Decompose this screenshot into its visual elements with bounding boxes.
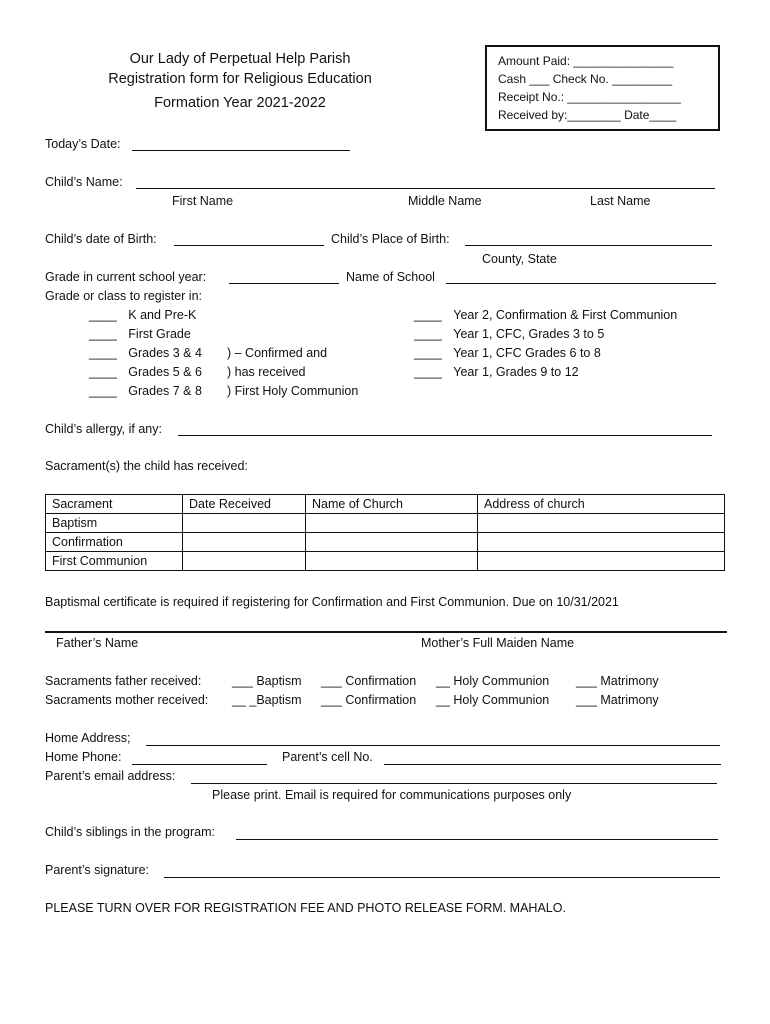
home-phone-label: Home Phone: [45, 750, 122, 764]
grade-option-5-6[interactable]: ____ Grades 5 & 6 [89, 365, 202, 379]
received-by-field[interactable]: Received by:________ Date____ [498, 108, 677, 122]
cash-check-field[interactable]: Cash ___ Check No. _________ [498, 72, 673, 86]
mother-baptism-option[interactable]: __ _Baptism [232, 693, 302, 707]
todays-date-field[interactable] [132, 150, 350, 151]
todays-date-label: Today’s Date: [45, 137, 121, 151]
grade-option-9-12[interactable]: ____ Year 1, Grades 9 to 12 [414, 365, 579, 379]
school-name-field[interactable] [446, 283, 716, 284]
home-phone-field[interactable] [132, 764, 267, 765]
home-address-field[interactable] [146, 745, 720, 746]
mother-matrimony-option[interactable]: ___ Matrimony [576, 693, 659, 707]
father-confirmation-option[interactable]: ___ Confirmation [321, 674, 417, 688]
date-cell[interactable] [183, 514, 306, 533]
parish-title: Our Lady of Perpetual Help Parish [129, 51, 351, 67]
home-address-label: Home Address; [45, 731, 131, 745]
county-state-caption: County, State [482, 252, 557, 266]
church-cell[interactable] [306, 533, 478, 552]
brace-note-3: ) First Holy Communion [227, 384, 359, 398]
col-date-received: Date Received [183, 495, 306, 514]
father-matrimony-option[interactable]: ___ Matrimony [576, 674, 659, 688]
parent-cell-label: Parent’s cell No. [282, 750, 373, 764]
address-cell[interactable] [478, 533, 725, 552]
grade-register-label: Grade or class to register in: [45, 289, 203, 303]
dob-field[interactable] [174, 245, 324, 246]
allergy-label: Child’s allergy, if any: [45, 422, 162, 436]
place-of-birth-field[interactable] [465, 245, 712, 246]
mother-confirmation-option[interactable]: ___ Confirmation [321, 693, 417, 707]
address-cell[interactable] [478, 514, 725, 533]
siblings-field[interactable] [236, 839, 718, 840]
father-baptism-option[interactable]: ___ Baptism [232, 674, 302, 688]
grade-option-k[interactable]: ____ K and Pre-K [89, 308, 197, 322]
signature-label: Parent’s signature: [45, 863, 149, 877]
church-cell[interactable] [306, 514, 478, 533]
grade-option-first[interactable]: ____ First Grade [89, 327, 191, 341]
form-title: Registration form for Religious Education [108, 71, 372, 87]
table-row [46, 533, 725, 552]
grade-option-7-8[interactable]: ____ Grades 7 & 8 [89, 384, 202, 398]
grade-option-year2-conf[interactable]: ____ Year 2, Confirmation & First Communion [414, 308, 678, 322]
brace-note-1: ) – Confirmed and [227, 346, 328, 360]
childs-name-label: Child’s Name: [45, 175, 123, 189]
table-row [46, 552, 725, 571]
row-sacrament: Baptism [46, 514, 183, 533]
last-name-caption: Last Name [590, 194, 651, 208]
childs-name-field[interactable] [136, 188, 715, 189]
grade-option-cfc-6-8[interactable]: ____ Year 1, CFC Grades 6 to 8 [414, 346, 601, 360]
grade-option-3-4[interactable]: ____ Grades 3 & 4 [89, 346, 202, 360]
date-cell[interactable] [183, 533, 306, 552]
mother-sacraments-label: Sacraments mother received: [45, 693, 209, 707]
father-communion-option[interactable]: __ Holy Communion [436, 674, 550, 688]
signature-field[interactable] [164, 877, 720, 878]
section-divider [45, 631, 727, 633]
parent-email-field[interactable] [191, 783, 717, 784]
amount-paid-field[interactable]: Amount Paid: _______________ [498, 54, 674, 68]
baptismal-note: Baptismal certificate is required if registering for Confirmation and First Communion. Due on 10/31/2021 [45, 595, 619, 609]
row-sacrament: First Communion [46, 552, 183, 571]
parent-cell-field[interactable] [384, 764, 721, 765]
address-cell[interactable] [478, 552, 725, 571]
parent-email-label: Parent’s email address: [45, 769, 176, 783]
sacraments-label: Sacrament(s) the child has received: [45, 459, 248, 473]
first-name-caption: First Name [172, 194, 234, 208]
footer-note: PLEASE TURN OVER FOR REGISTRATION FEE AND PHOTO RELEASE FORM. MAHALO. [45, 901, 566, 915]
table-row [46, 514, 725, 533]
sacrament-table [45, 494, 725, 571]
grade-option-cfc-3-5[interactable]: ____ Year 1, CFC, Grades 3 to 5 [414, 327, 605, 341]
formation-year: Formation Year 2021-2022 [154, 95, 326, 111]
col-church-name: Name of Church [306, 495, 478, 514]
grade-current-field[interactable] [229, 283, 339, 284]
mother-name-label: Mother’s Full Maiden Name [421, 636, 575, 650]
allergy-field[interactable] [178, 435, 712, 436]
father-sacraments-label: Sacraments father received: [45, 674, 202, 688]
school-name-label: Name of School [346, 270, 435, 284]
office-use-box [485, 45, 720, 131]
middle-name-caption: Middle Name [408, 194, 482, 208]
col-sacrament: Sacrament [46, 495, 183, 514]
place-of-birth-label: Child’s Place of Birth: [331, 232, 450, 246]
print-note: Please print. Email is required for communications purposes only [212, 788, 572, 802]
father-name-label: Father’s Name [56, 636, 139, 650]
row-sacrament: Confirmation [46, 533, 183, 552]
receipt-field[interactable]: Receipt No.: _________________ [498, 90, 681, 104]
grade-current-label: Grade in current school year: [45, 270, 207, 284]
siblings-label: Child’s siblings in the program: [45, 825, 215, 839]
date-cell[interactable] [183, 552, 306, 571]
church-cell[interactable] [306, 552, 478, 571]
brace-note-2: ) has received [227, 365, 306, 379]
dob-label: Child’s date of Birth: [45, 232, 157, 246]
col-church-address: Address of church [478, 495, 725, 514]
mother-communion-option[interactable]: __ Holy Communion [436, 693, 550, 707]
